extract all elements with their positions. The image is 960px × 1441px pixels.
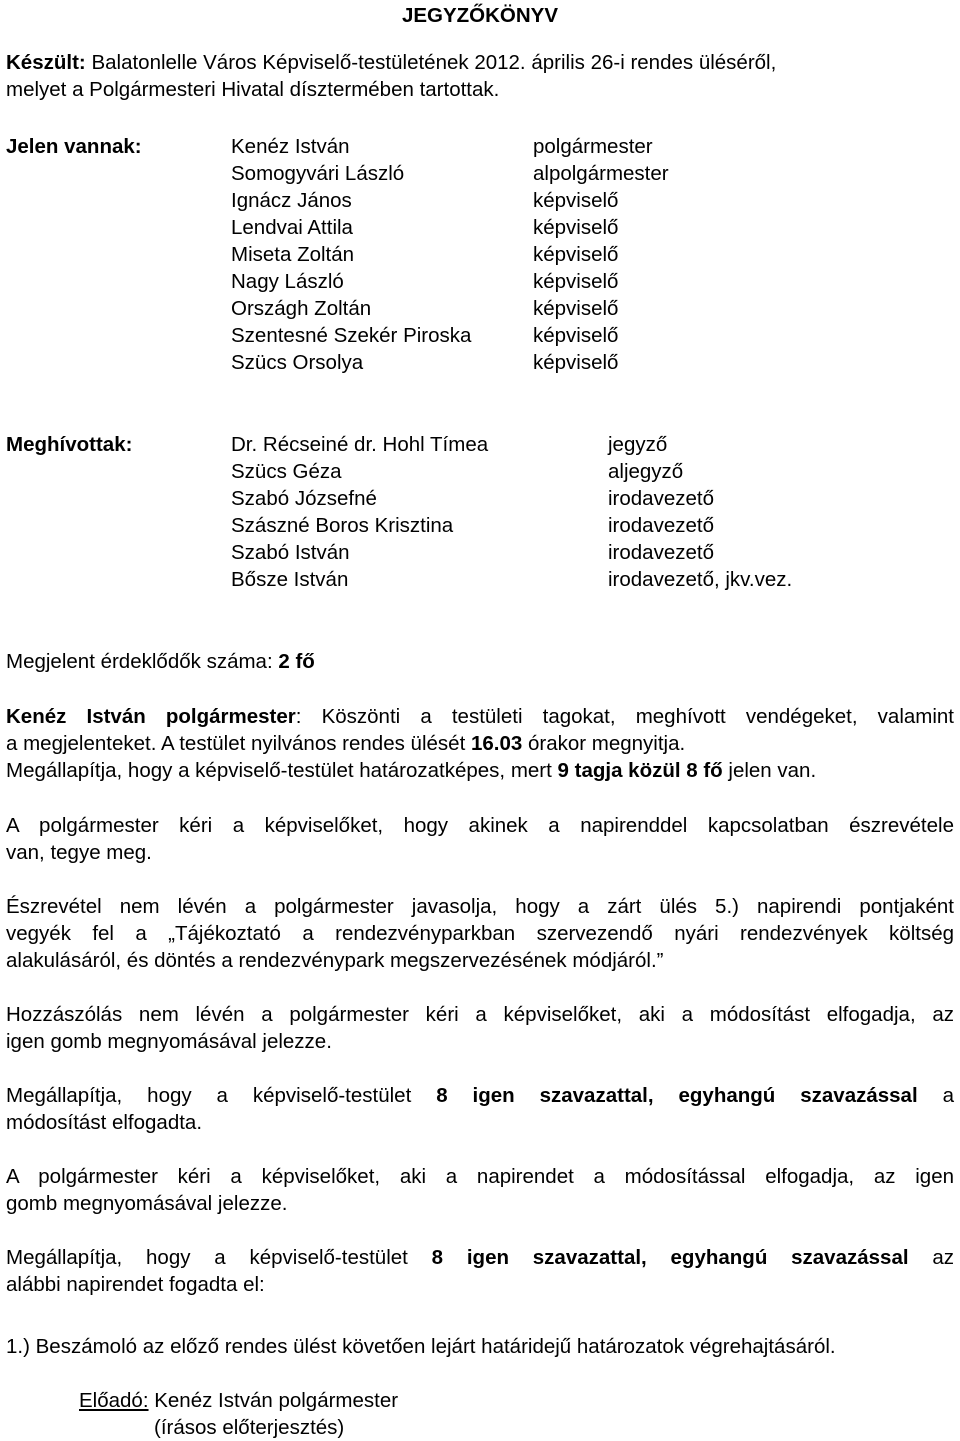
p6-line-2: gomb megnyomásával jelezze. [6, 1192, 288, 1215]
person-name: Szászné Boros Krisztina [231, 514, 454, 537]
p1-line-1-text: : Köszönti a testületi tagokat, meghívott vendégeket, valamint [295, 705, 955, 728]
document-title: JEGYZŐKÖNYV [401, 4, 559, 27]
p4-line-1: Hozzászólás nem lévén a polgármester kéri a képviselőket, aki a módosítást elfogadja, az [6, 1003, 954, 1026]
agenda-item-1: 1.) Beszámoló az előző rendes ülést követően lejárt határidejű határozatok végrehajtásáról. [6, 1335, 836, 1358]
person-name: Szabó István [231, 541, 350, 564]
p1-line-2-text: a megjelenteket. A testület nyilvános rendes ülését [6, 732, 471, 755]
person-name: Ignácz János [231, 189, 352, 212]
person-name: Kenéz István [231, 135, 350, 158]
p2-line-1: A polgármester kéri a képviselőket, hogy akinek a napirenddel kapcsolatban észrevétele [6, 814, 954, 837]
person-name: Szentesné Szekér Piroska [231, 324, 472, 347]
person-role: képviselő [533, 270, 619, 293]
p5-line-2: módosítást elfogadta. [6, 1111, 203, 1134]
person-role: polgármester [533, 135, 653, 158]
vote-result: 8 igen szavazattal, egyhangú szavazással [431, 1246, 909, 1269]
person-name: Szücs Géza [231, 460, 342, 483]
p3-line-1: Észrevétel nem lévén a polgármester javasolja, hogy a zárt ülés 5.) napirendi pontjaként [6, 895, 954, 918]
p5-line-1-text: Megállapítja, hogy a képviselő-testület [6, 1084, 437, 1107]
person-role: irodavezető [608, 541, 714, 564]
person-role: képviselő [533, 189, 619, 212]
p5-line-1-end: a [917, 1084, 954, 1107]
person-name: Nagy László [231, 270, 344, 293]
intro-text: Balatonlelle Város Képviselő-testületének 2012. április 26-i rendes üléséről, [91, 51, 777, 74]
person-name: Szücs Orsolya [231, 351, 364, 374]
presenter-name: Kenéz István polgármester [148, 1389, 399, 1412]
person-name: Lendvai Attila [231, 216, 353, 239]
visitors-count: 2 fő [278, 650, 315, 673]
visitors-label: Megjelent érdeklődők száma: [6, 650, 273, 673]
person-name: Miseta Zoltán [231, 243, 355, 266]
intro-line-1 [6, 49, 776, 76]
person-role: irodavezető [608, 487, 714, 510]
p1-line-1 [6, 703, 954, 730]
opening-time: 16.03 [470, 732, 523, 755]
p7-line-2: alábbi napirendet fogadta el: [6, 1273, 265, 1296]
person-name: Dr. Récseiné dr. Hohl Tímea [231, 433, 489, 456]
presenter-note: (írásos előterjesztés) [154, 1416, 345, 1439]
person-name: Somogyvári László [231, 162, 405, 185]
p7-line-1-text: Megállapítja, hogy a képviselő-testület [6, 1246, 432, 1269]
person-role: irodavezető [608, 514, 714, 537]
present-label: Jelen vannak: [6, 135, 142, 158]
p1-line-3-text: Megállapítja, hogy a képviselő-testület határozatképes, mert [6, 759, 558, 782]
person-name: Bősze István [231, 568, 349, 591]
presenter-label: Előadó: [79, 1389, 149, 1412]
p6-line-1: A polgármester kéri a képviselőket, aki a napirendet a módosítással elfogadja, az igen [6, 1165, 954, 1188]
person-role: képviselő [533, 297, 619, 320]
p1-line-3 [6, 757, 816, 784]
person-role: alpolgármester [533, 162, 669, 185]
person-role: aljegyző [608, 460, 684, 483]
p7-line-1-end: az [908, 1246, 954, 1269]
p3-line-2: vegyék fel a „Tájékoztató a rendezvényparkban szervezendő nyári rendezvények költség [6, 922, 954, 945]
person-role: jegyző [608, 433, 668, 456]
p3-line-3: alakulásáról, és döntés a rendezvénypark megszervezésének módjáról.” [6, 949, 664, 972]
visitors-line [6, 648, 315, 675]
p5-line-1 [6, 1082, 954, 1109]
p1-line-2 [6, 730, 685, 757]
p2-line-2: van, tegye meg. [6, 841, 152, 864]
presenter-line [79, 1387, 398, 1414]
person-role: képviselő [533, 216, 619, 239]
person-role: képviselő [533, 324, 619, 347]
intro-line-2: melyet a Polgármesteri Hivatal dísztermében tartottak. [6, 78, 500, 101]
p7-line-1 [6, 1244, 954, 1271]
person-role: képviselő [533, 351, 619, 374]
p1-line-3-end: jelen van. [722, 759, 817, 782]
p1-line-2-end: órakor megnyitja. [522, 732, 686, 755]
p4-line-2: igen gomb megnyomásával jelezze. [6, 1030, 332, 1053]
person-role: képviselő [533, 243, 619, 266]
invited-label: Meghívottak: [6, 433, 133, 456]
quorum-count: 9 tagja közül 8 fő [557, 759, 723, 782]
person-name: Szabó Józsefné [231, 487, 377, 510]
intro-label: Készült: [6, 51, 86, 74]
person-role: irodavezető, jkv.vez. [608, 568, 793, 591]
speaker-name: Kenéz István polgármester [6, 705, 296, 728]
person-name: Országh Zoltán [231, 297, 372, 320]
vote-result: 8 igen szavazattal, egyhangú szavazással [436, 1084, 918, 1107]
